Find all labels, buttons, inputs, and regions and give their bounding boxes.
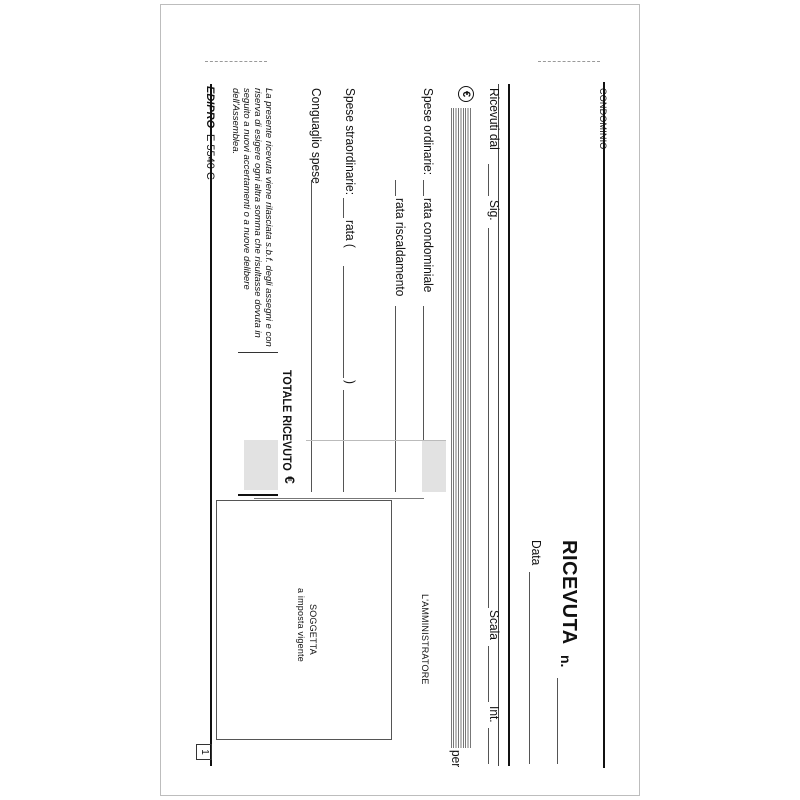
received-from-label: Ricevuti dal (487, 88, 502, 150)
spese-straordinarie-label: Spese straordinarie: (343, 88, 358, 196)
spese-ordinarie-label: Spese ordinarie: (421, 88, 436, 176)
totale-euro-icon: € (282, 476, 298, 484)
rata-close-label: ) (343, 380, 358, 384)
rata-open-label: rata ( (343, 220, 358, 248)
rata-riscaldamento-label: rata riscaldamento (393, 198, 408, 297)
notice-divider (238, 352, 278, 353)
rata-condominiale-prefix-line (423, 180, 424, 196)
receipt-number-label: n. (558, 655, 574, 668)
rata-condominiale-label: rata condominiale (421, 198, 436, 293)
rata-straordinaria-field[interactable] (343, 266, 344, 378)
scala-label: Scala (487, 610, 502, 640)
int-label: Int. (487, 706, 502, 723)
amount-guilloche-field[interactable] (451, 108, 471, 748)
amount-column-divider (306, 440, 446, 441)
date-label: Data (529, 540, 544, 566)
form-code: E 5540 C (204, 134, 216, 180)
condominio-label: CONDOMINIO (598, 88, 608, 150)
stamp-line1: SOGGETTA (308, 604, 318, 655)
page-number: 1 (196, 744, 212, 760)
brand-logo: EDIPRO (204, 86, 216, 129)
receipt-form (184, 80, 614, 770)
received-date-field[interactable] (488, 164, 489, 196)
conguaglio-label: Conguaglio spese (309, 88, 324, 184)
totale-label: TOTALE RICEVUTO (280, 370, 294, 471)
sig-label: Sig. (487, 200, 502, 221)
sig-field[interactable] (488, 228, 489, 608)
perforation-mark-right (538, 61, 600, 62)
spese-straordinarie-prefix-line (343, 198, 344, 218)
perforation-mark-left (205, 61, 267, 62)
administrator-divider (254, 498, 424, 499)
rata-riscaldamento-prefix-line (395, 180, 396, 196)
scala-field[interactable] (488, 646, 489, 702)
receipt-title: RICEVUTA (558, 540, 580, 645)
int-field[interactable] (488, 728, 489, 764)
receipt-number-field[interactable] (557, 678, 558, 764)
administrator-label: L'AMMINISTRATORE (420, 594, 430, 685)
amount-column (274, 380, 434, 490)
notice-text: La presente ricevuta viene rilasciata s.b.f. degli assegni e con riserva di esigere ogni altra somma che risultasse dovuta in seguito a nuovi accertamenti o a nuove delibere dell'Assemblea. (230, 88, 274, 347)
amount-cell-ordinarie[interactable] (422, 440, 446, 492)
euro-amount-icon: € (458, 86, 474, 102)
date-field[interactable] (529, 572, 530, 764)
per-label: per (449, 750, 464, 768)
stamp-line2: a imposta vigente (296, 588, 306, 662)
